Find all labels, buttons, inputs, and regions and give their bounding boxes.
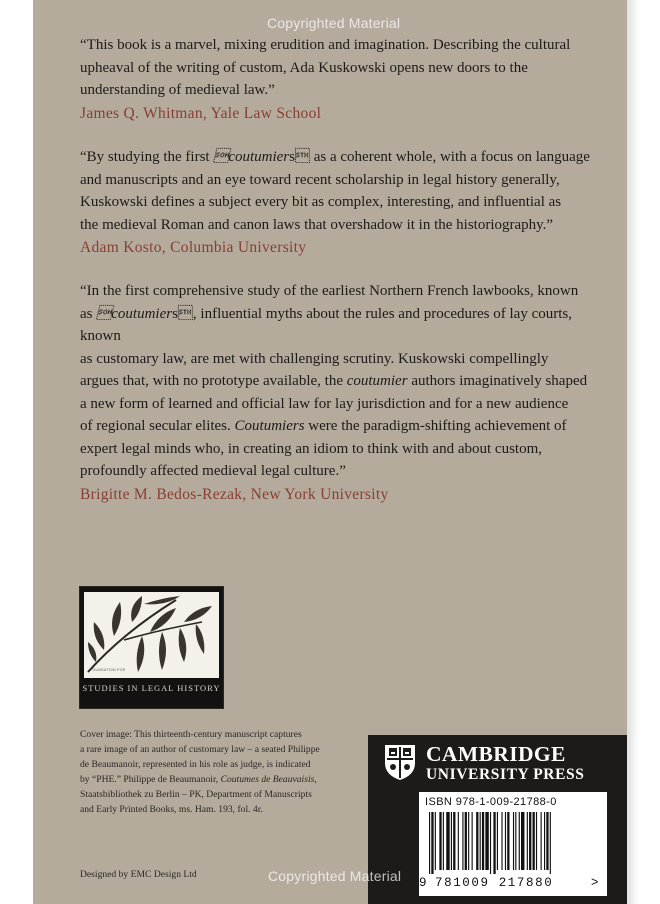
leaf-branch-illustration (84, 592, 219, 678)
barcode-bar (541, 812, 542, 870)
barcode-bar (519, 812, 520, 870)
quote-line: of regional secular elites. Coutumiers were the paradigm-shifting achievement of (80, 418, 567, 434)
watermark-top: Copyrighted Material (267, 15, 401, 31)
leaf-branch-icon (84, 592, 219, 678)
caption-line: and Early Printed Books, ms. Ham. 193, fol. 4r. (80, 804, 263, 815)
barcode-bar (462, 812, 463, 870)
quote-line: upheaval of the writing of custom, Ada Kuskowski opens new doors to the (80, 59, 528, 76)
barcode (419, 792, 607, 896)
publisher-name: CAMBRIDGE (426, 742, 566, 766)
caption-line: de Beaumanoir, represented in his role as judge, is indicated (80, 759, 311, 770)
isbn-label: ISBN 978-1-009-21788-0 (425, 796, 557, 808)
barcode-bar (529, 812, 531, 870)
caption-line: by “PHE.” Philippe de Beaumanoir, Coutumes de Beauvaisis, (80, 774, 317, 785)
cambridge-crest-icon (383, 743, 417, 781)
quote-line: expert legal minds who, in creating an idiom to think with and about custom, (80, 440, 542, 457)
page-shadow (627, 0, 639, 904)
series-label: STUDIES IN LEGAL HISTORY (82, 683, 221, 693)
barcode-bar (493, 812, 495, 874)
quote-attribution: Adam Kosto, Columbia University (80, 239, 307, 256)
barcode-bar (439, 812, 441, 870)
barcode-bar (544, 812, 545, 870)
barcode-bar (546, 812, 548, 870)
quote-line: “By studying the first coutumiers as a coherent whole, with a focus on language (80, 149, 590, 165)
barcode-bar (550, 812, 551, 874)
barcode-bar (533, 812, 535, 870)
series-imprint: FOUNDATION FOR (90, 668, 126, 672)
barcode-digits-rest: 781009 217880 (435, 876, 554, 890)
quote-line: as customary law, are met with challenging scrutiny. Kuskowski compellingly (80, 350, 549, 367)
barcode-bar (490, 812, 491, 874)
barcode-bar (480, 812, 481, 870)
watermark-bottom: Copyrighted Material (268, 868, 402, 884)
barcode-bar (458, 812, 459, 870)
quote-line: a new form of learned and official law for lay jurisdiction and for a new audience (80, 395, 569, 412)
barcode-bar (453, 812, 455, 870)
publisher-panel (368, 735, 627, 904)
barcode-bar (536, 812, 537, 870)
quote-line: Kuskowski defines a subject every bit as complex, interesting, and influential as (80, 194, 562, 210)
barcode-bar (431, 812, 433, 874)
barcode-bar (472, 812, 473, 870)
designer-credit: Designed by EMC Design Ltd (80, 869, 197, 880)
barcode-bar (501, 812, 502, 870)
quote-line: “In the first comprehensive study of the earliest Northern French lawbooks, known (80, 283, 579, 299)
barcode-bar (429, 812, 430, 874)
barcode-bar (435, 812, 436, 870)
quote-attribution: Brigitte M. Bedos-Rezak, New York University (80, 485, 389, 503)
caption-line: Cover image: This thirteenth-century manuscript captures (80, 729, 302, 740)
quote-line: as coutumiers, influential myths about the rules and procedures of lay courts, known (80, 305, 572, 344)
quote-line: and manuscripts and an eye toward recent scholarship in legal history generally, (80, 171, 560, 188)
quote-line: profoundly affected medieval legal culture.” (80, 463, 346, 479)
barcode-bar (485, 812, 488, 870)
barcode-bar (515, 812, 516, 870)
barcode-bar (482, 812, 484, 870)
barcode-bar (446, 812, 449, 870)
barcode-bar (513, 812, 514, 870)
barcode-bar (451, 812, 452, 870)
barcode-bar (505, 812, 506, 870)
quote-kosto (80, 146, 610, 260)
quote-attribution: James Q. Whitman, Yale Law School (80, 104, 322, 122)
quote-line: the medieval Roman and canon laws that overshadow it in the historiography.” (80, 216, 554, 233)
barcode-digit-first: 9 (419, 876, 427, 890)
cover-image-caption (80, 727, 325, 817)
caption-line: a rare image of an author of customary law – a seated Philippe (80, 744, 320, 755)
caption-line: Staatsbibliothek zu Berlin – PK, Department of Manuscripts (80, 789, 312, 800)
barcode-tail: > (591, 876, 599, 890)
quote-line: “This book is a marvel, mixing erudition and imagination. Describing the cultural (80, 37, 571, 53)
barcode-bar (465, 812, 467, 870)
quote-line: argues that, with no prototype available, the coutumier authors imaginatively shaped (80, 373, 588, 389)
barcode-bar (497, 812, 498, 870)
series-logo (79, 586, 224, 709)
quote-line: understanding of medieval law.” (80, 82, 275, 98)
barcode-bar (476, 812, 478, 870)
barcode-bar (521, 812, 524, 870)
quote-bedos-rezak (80, 280, 610, 506)
barcode-bar (507, 812, 509, 870)
barcode-bar (468, 812, 469, 870)
quote-whitman (80, 34, 610, 125)
barcode-bar (527, 812, 528, 870)
barcode-bar (443, 812, 444, 870)
barcode-bars (425, 812, 601, 874)
publisher-subname: UNIVERSITY PRESS (426, 766, 585, 783)
back-cover (33, 0, 627, 904)
